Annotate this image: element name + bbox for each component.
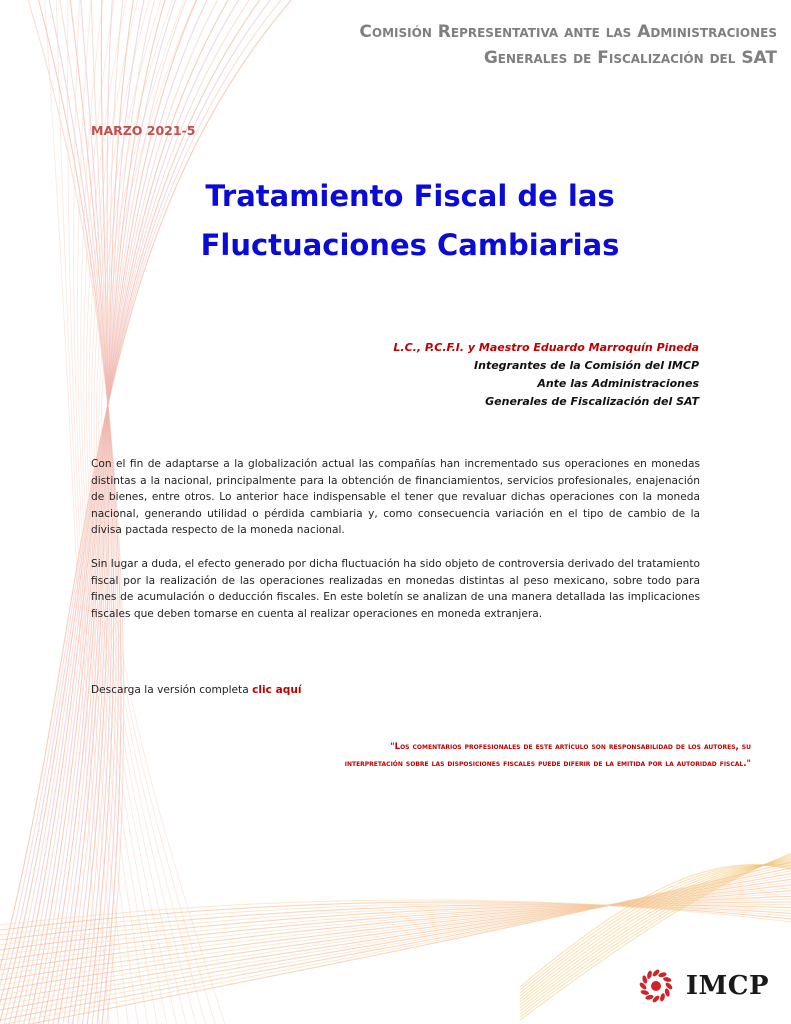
body-text: [91, 456, 700, 639]
author-block: [393, 339, 699, 411]
header-commission-line1: Comisión Representativa ante las Administraciones: [359, 22, 777, 42]
download-line: [91, 684, 302, 696]
author-affiliation-line1: Integrantes de la Comisión del IMCP: [474, 359, 699, 372]
download-link[interactable]: clic aquí: [252, 684, 302, 696]
author-affiliation-line2: Ante las Administraciones: [537, 377, 699, 390]
disclaimer-line1: "Los comentarios profesionales de este artículo son responsabilidad de los autores, su: [390, 742, 751, 752]
disclaimer: [231, 739, 751, 773]
author-name: L.C., P.C.F.I. y Maestro Eduardo Marroquín Pineda: [393, 341, 699, 354]
disclaimer-line2: interpretación sobre las disposiciones fiscales puede diferir de la emitida por la autoridad fiscal.": [344, 759, 751, 769]
author-affiliation-line3: Generales de Fiscalización del SAT: [485, 395, 699, 408]
imcp-logo: [634, 964, 769, 1008]
header-commission-line2: Generales de Fiscalización del SAT: [483, 48, 777, 68]
imcp-logo-icon: [634, 964, 678, 1008]
document-title-line2: Fluctuaciones Cambiarias: [200, 228, 620, 262]
document-title: [150, 172, 670, 270]
document-title-line1: Tratamiento Fiscal de las: [205, 179, 615, 213]
imcp-logo-text: IMCP: [685, 971, 769, 1001]
body-paragraph-1: Con el fin de adaptarse a la globalización actual las compañías han incrementado sus operaciones en monedas distintas a la nacional, principalmente para la obtención de financiamientos, servicios profesionales, enajenación de bienes, entre otros. Lo anterior hace indispensable el tener que revaluar dichas operaciones con la moneda nacional, generando utilidad o pérdida cambiaria y, como consecuencia variación en el tipo de cambio de la divisa pactada respecto de la moneda nacional.: [91, 458, 700, 537]
body-paragraph-2: Sin lugar a duda, el efecto generado por dicha fluctuación ha sido objeto de controversia derivado del tratamiento fiscal por la realización de las operaciones realizadas en monedas distintas al peso mexicano, sobre todo para fines de acumulación o deducción fiscales. En este boletín se analizan de una manera detallada las implicaciones fiscales que deben tomarse en cuenta al realizar operaciones en moneda extranjera.: [91, 557, 700, 620]
download-text: Descarga la versión completa: [91, 684, 249, 696]
issue-date: MARZO 2021-5: [91, 123, 196, 138]
